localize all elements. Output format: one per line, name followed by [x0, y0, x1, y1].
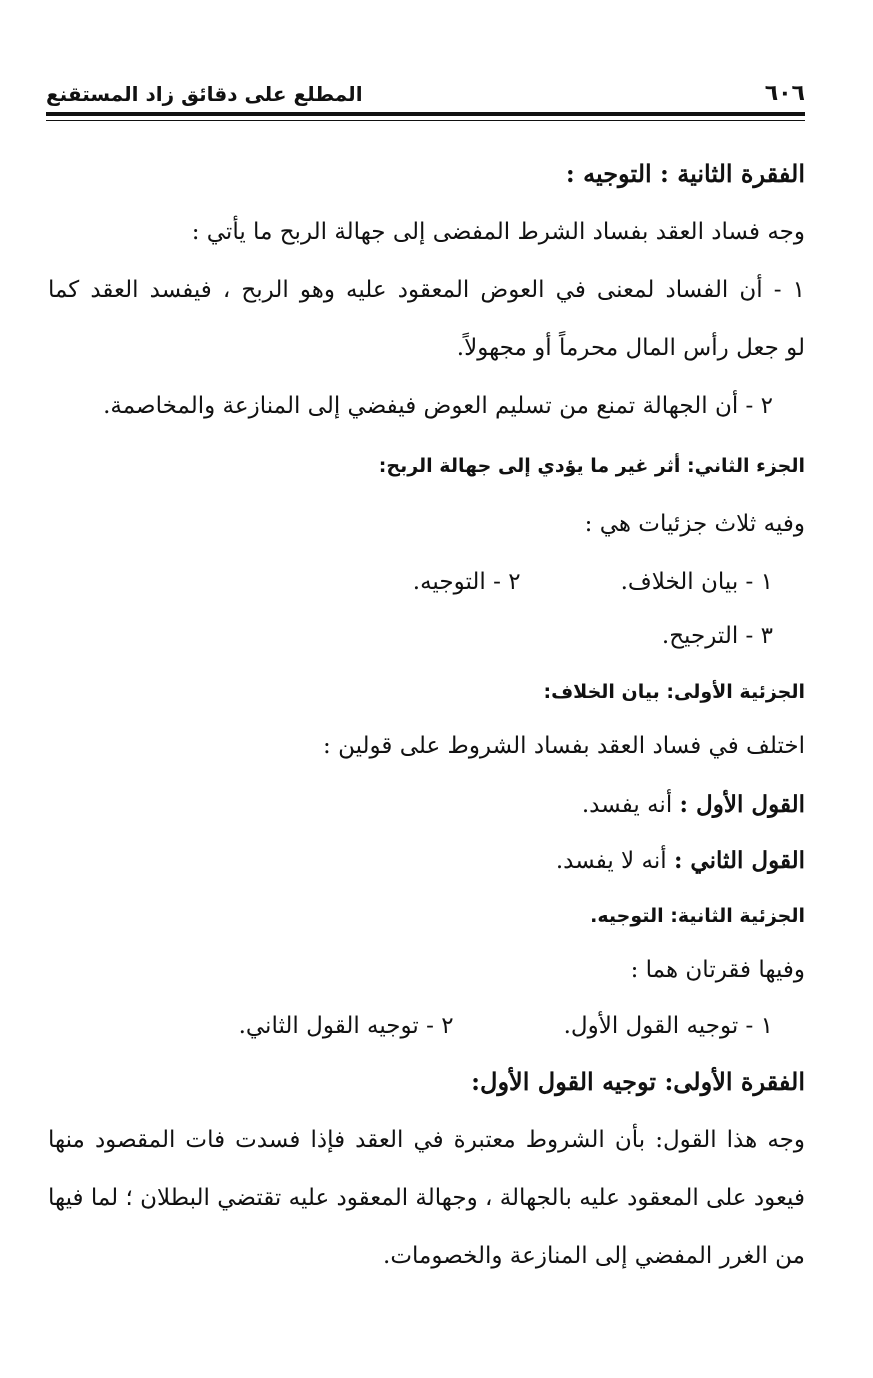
running-title: المطلع على دقائق زاد المستقنع: [46, 82, 363, 106]
text-line: اختلف في فساد العقد بفساد الشروط على قولين :: [323, 733, 805, 759]
section-heading: الجزئية الأولى: بيان الخلاف:: [543, 681, 805, 703]
first-opinion-text: أنه يفسد.: [581, 792, 673, 818]
list-item: ٢ - أن الجهالة تمنع من تسليم العوض فيفضي إلى المنازعة والمخاصمة.: [103, 393, 773, 419]
header-rule-thick: [46, 112, 805, 116]
text-line: فيعود على المعقود عليه بالجهالة ، وجهالة المعقود عليه تقتضي البطلان ؛ لما فيها: [47, 1185, 805, 1211]
header-rule-thin: [46, 120, 805, 121]
heading-first-paragraph: الفقرة الأولى: توجيه القول الأول:: [471, 1067, 805, 1096]
second-opinion-label: القول الثاني :: [673, 847, 805, 874]
text-line: [582, 790, 805, 821]
text-line: وجه فساد العقد بفساد الشرط المفضى إلى جهالة الربح ما يأتي :: [191, 219, 805, 245]
list-row: [413, 568, 773, 598]
list-item: ٣ - الترجيح.: [661, 623, 773, 649]
list-row: [239, 1012, 773, 1042]
page-header: [46, 70, 805, 106]
section-heading: الجزئية الثانية: التوجيه.: [590, 905, 805, 927]
text-line: وجه هذا القول: بأن الشروط معتبرة في العقد فإذا فسدت فات المقصود منها: [48, 1127, 805, 1153]
list-item: ٢ - التوجيه.: [412, 569, 521, 595]
list-item: ٢ - توجيه القول الثاني.: [238, 1013, 454, 1039]
first-opinion-label: القول الأول :: [679, 791, 805, 818]
text-line: وفيها فقرتان هما :: [630, 957, 805, 983]
text-line: لو جعل رأس المال محرماً أو مجهولاً.: [456, 335, 805, 361]
section-heading: الجزء الثاني: أثر غير ما يؤدي إلى جهالة الربح:: [378, 455, 805, 477]
heading-second-paragraph: الفقرة الثانية : التوجيه :: [565, 159, 805, 188]
second-opinion-text: أنه لا يفسد.: [555, 848, 667, 874]
text-line: ١ - أن الفساد لمعنى في العوض المعقود عليه وهو الربح ، فيفسد العقد كما: [48, 277, 805, 303]
list-item: ١ - توجيه القول الأول.: [563, 1013, 773, 1039]
page-number: ٦٠٦: [764, 81, 805, 106]
list-item: ١ - بيان الخلاف.: [620, 569, 773, 595]
text-line: [556, 846, 805, 877]
text-line: وفيه ثلاث جزئيات هي :: [584, 511, 805, 537]
text-line: من الغرر المفضي إلى المنازعة والخصومات.: [383, 1243, 805, 1269]
